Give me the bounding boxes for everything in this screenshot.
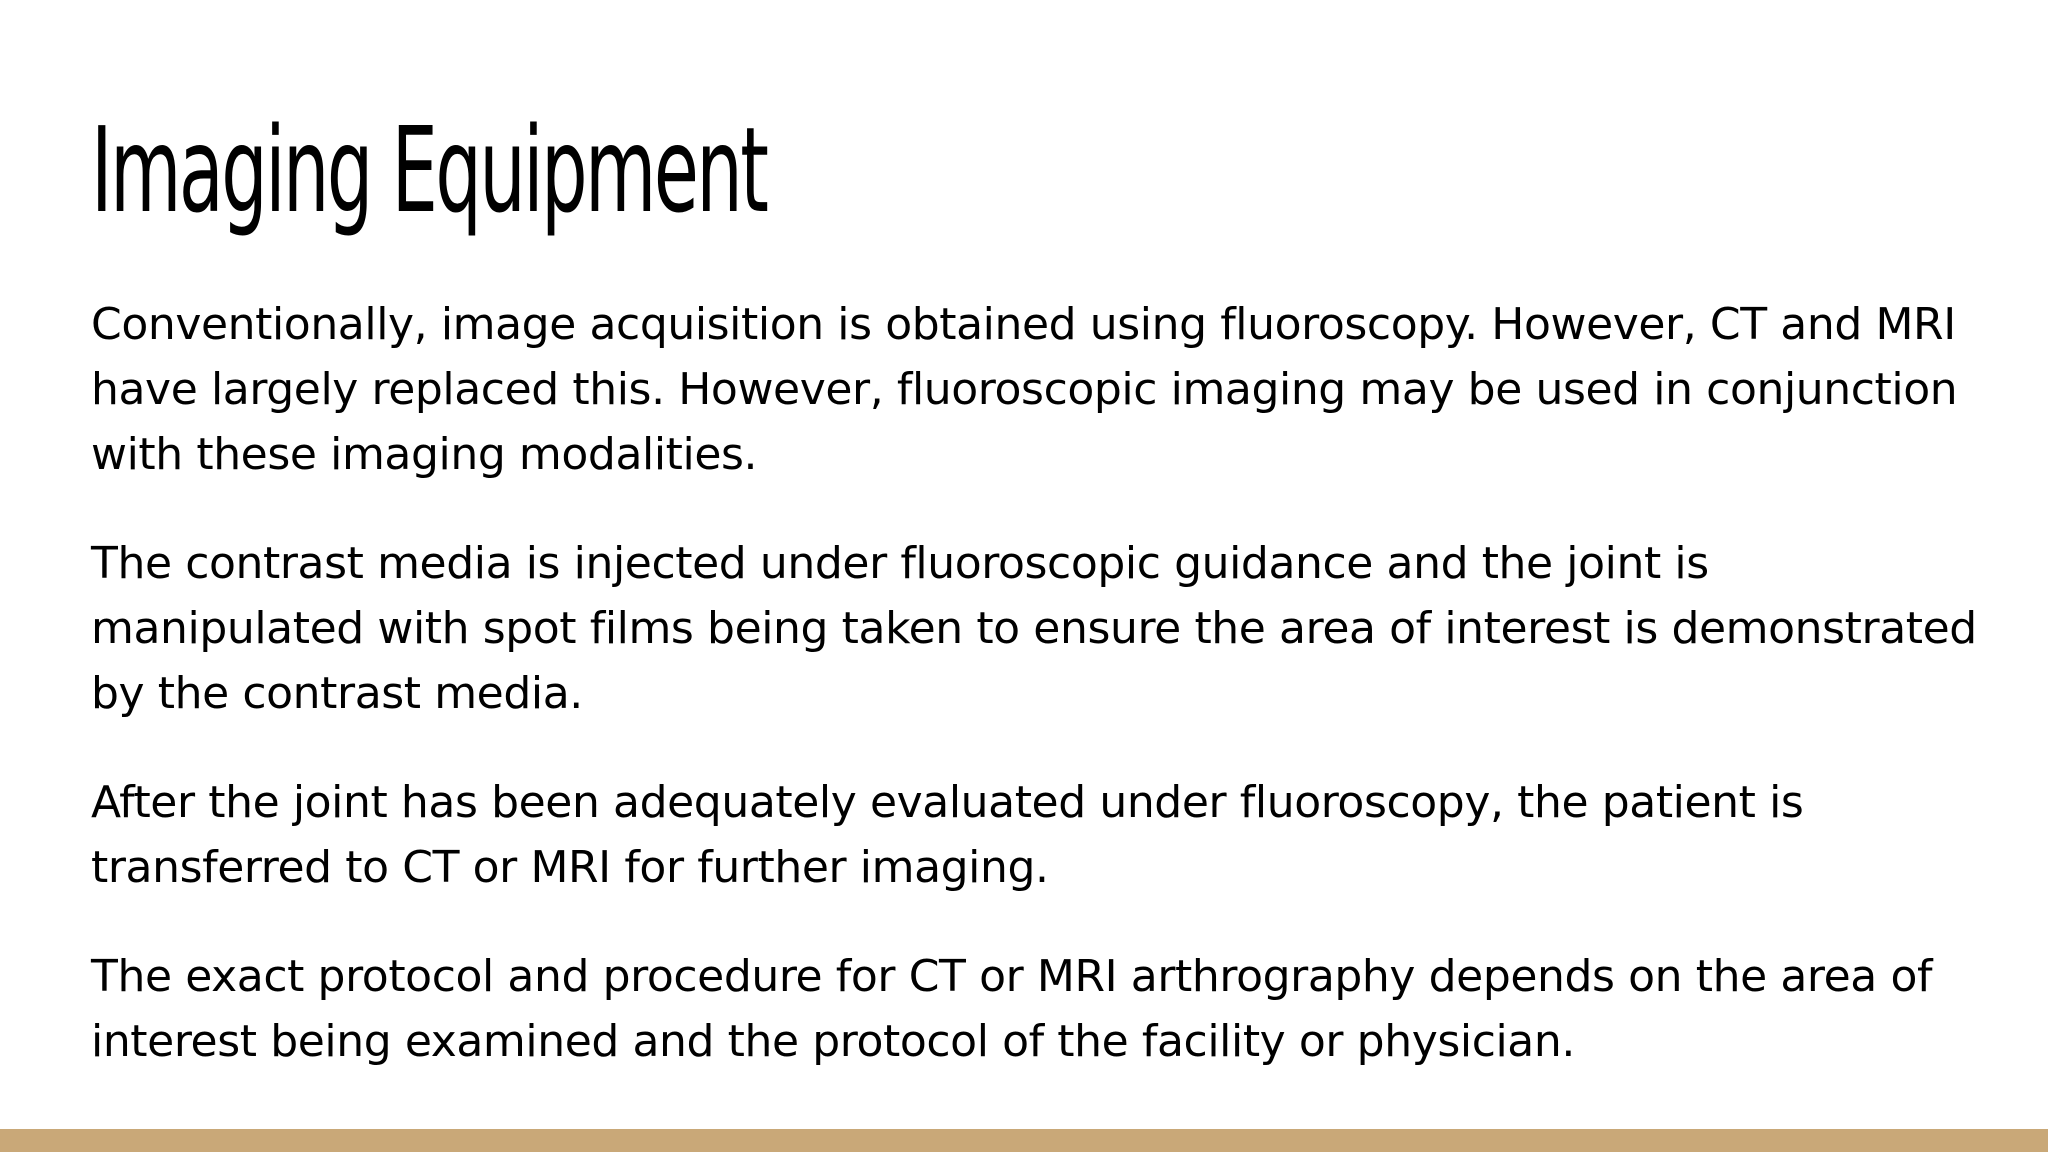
accent-bar (0, 1129, 2048, 1152)
slide-title: Imaging Equipment (91, 101, 767, 239)
paragraph-3: After the joint has been adequately evaluated under fluoroscopy, the patient is transferred to CT or MRI for further imaging. (91, 777, 1804, 893)
paragraph-2: The contrast media is injected under fluoroscopic guidance and the joint is manipulated with spot films being taken to ensure the area of interest is demonstrated by the contrast media. (91, 538, 1977, 719)
paragraph-1: Conventionally, image acquisition is obtained using fluoroscopy. However, CT and MRI have largely replaced this. However, fluoroscopic imaging may be used in conjunction with these imaging modalities. (91, 299, 1958, 480)
paragraph-4: The exact protocol and procedure for CT or MRI arthrography depends on the area of interest being examined and the protocol of the facility or physician. (91, 951, 1933, 1067)
slide-body (91, 292, 1991, 1118)
